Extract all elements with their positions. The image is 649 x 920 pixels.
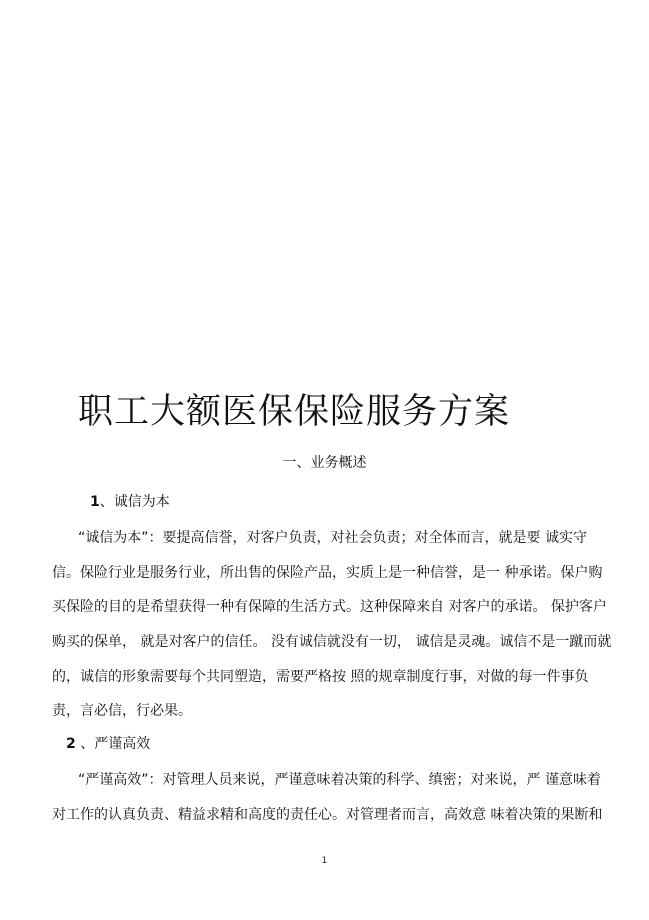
paragraph-line: “严谨高效”：对管理人员来说，严谨意味着决策的科学、缜密；对来说，严 谨意味着 [78, 772, 601, 788]
subsection-label: 、严谨高效 [75, 736, 151, 752]
paragraph-integrity [52, 521, 612, 729]
paragraph-line: 的，诚信的形象需要每个共同塑造，需要严格按 照的规章制度行事，对做的每一件事负 [52, 668, 589, 685]
paragraph-line: 责，言必信，行必果。 [52, 703, 192, 720]
paragraph-line: “诚信为本”：要提高信誉，对客户负责，对社会负责；对全体而言，就是要 诚实守 [78, 530, 587, 546]
subsection-heading-2 [66, 733, 150, 755]
subsection-heading-1 [90, 491, 170, 513]
paragraph-line: 买保险的目的是希望获得一种有保障的生活方式。这种保障来自 对客户的承诺。 保护客户 [52, 599, 607, 616]
paragraph-line: 对工作的认真负责、精益求精和高度的责任心。对管理者而言，高效意 味着决策的果断和 [52, 806, 603, 823]
subsection-label: 、诚信为本 [99, 494, 170, 510]
paragraph-rigor [52, 763, 602, 832]
paragraph-line: 购买的保单， 就是对客户的信任。 没有诚信就没有一切， 诚信是灵魂。诚信不是一蹴而就 [52, 634, 612, 651]
subsection-number: 2 [66, 736, 76, 752]
page-number: 1 [321, 856, 328, 866]
section-heading: 一、业务概述 [282, 455, 367, 471]
subsection-number: 1 [90, 494, 100, 510]
paragraph-line: 信。保险行业是服务行业，所出售的保险产品，实质上是一种信誉，是一 种承诺。保户购 [52, 564, 603, 581]
document-title: 职工大额医保保险服务方案 [78, 392, 511, 432]
